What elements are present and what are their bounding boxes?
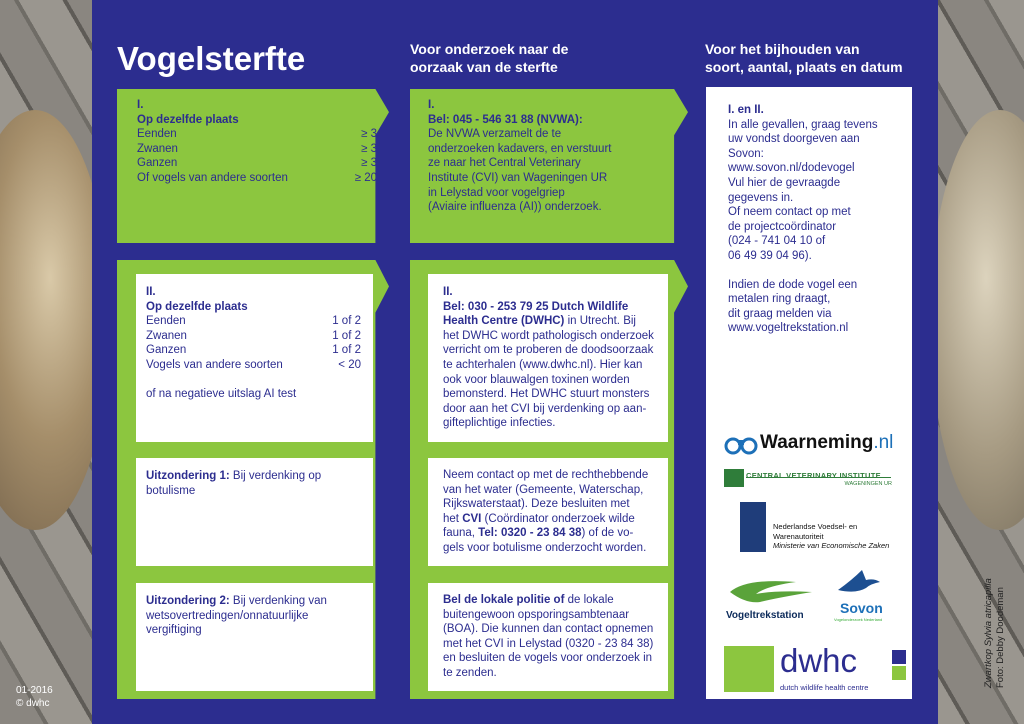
binoculars-icon [724, 432, 758, 456]
box9-content: Bel de lokale politie of de lokale buitengewoon opsporingsambtenaar (BOA). Die kunnen dan contact opnemen met het CVI in Lelystad (0320 - 23 84 38) en besluiten de vogels voor onderzoek in te zenden. [443, 594, 654, 679]
box2-content: I. Bel: 045 - 546 31 88 (NVWA): De NVWA verzamelt de te onderzoeken kadavers, en verstuurt ze naar het Central Veterinary Institute (CVI) van Wageningen UR in Lelystad voor vogelgriep (Aviaire influenza (AI)) onderzoek. [428, 98, 668, 215]
cvi-phone: Tel: 0320 - 23 84 38 [478, 527, 582, 540]
box4-row-ganzen: Ganzen 1 of 2 [146, 344, 361, 357]
photo-credit: Zwartkop Sylvia atricapilla Foto: Debby Doodeman [983, 578, 1006, 688]
crest-icon [740, 502, 766, 552]
box1-row-eenden: Eenden ≥ 3 [137, 128, 377, 141]
box4-row-eenden: Eenden 1 of 2 [146, 315, 361, 328]
box1-row-zwanen: Zwanen ≥ 3 [137, 142, 377, 155]
nvwa-phone: Bel: 045 - 546 31 88 (NVWA): [428, 113, 583, 126]
box1-row-ganzen: Ganzen ≥ 3 [137, 157, 377, 170]
column2-heading: Voor onderzoek naar de oorzaak van de sterfte [410, 41, 569, 75]
box8-content: Uitzondering 2: Bij verdenking van wetsovertredingen/onnatuurlijke vergiftiging [146, 595, 327, 637]
vogeltrekstation-logo: Vogeltrekstation [724, 576, 824, 626]
box6-content: Uitzondering 1: Bij verdenking op botulisme [146, 470, 322, 497]
box1-row-andere: Of vogels van andere soorten ≥ 20 [137, 171, 377, 184]
box4-row-zwanen: Zwanen 1 of 2 [146, 329, 361, 342]
waarneming-logo: Waarneming.nl [724, 430, 904, 460]
nvwa-logo: Nederlandse Voedsel- en Warenautoriteit Ministerie van Economische Zaken [740, 502, 910, 556]
hare-icon [724, 646, 774, 692]
footer-date: 01-2016 [16, 685, 53, 696]
wing-icon [726, 576, 818, 608]
footer [16, 684, 53, 710]
dwhc-logo: dwhc dutch wildlife health centre [724, 646, 910, 694]
box4-content: II. Op dezelfde plaats Eenden 1 of 2 Zwanen 1 of 2 Ganzen 1 of 2 Vogels van andere soorten < 20 of na negatieve uitslag AI test [146, 286, 361, 400]
cvi-logo: CENTRAL VETERINARY INSTITUTE WAGENINGEN UR [724, 469, 894, 491]
box3-content: I. en II. In alle gevallen, graag tevens uw vondst doorgeven aan Sovon: www.sovon.nl/dodevogel Vul hier de gevraagde gegevens in. Of neem contact op met de projectcoördinator (024 - 741 04 10 of 06 49 39 04 96). Indien de dode vogel een metalen ring draagt, dit graag melden via www.vogeltrekstation.nl [728, 103, 908, 336]
box5-content: II. Bel: 030 - 253 79 25 Dutch Wildlife Health Centre (DWHC) in Utrecht. Bij het DWHC wordt pathologisch onderzoek verricht om te proberen de doodsoorzaak te achterhalen (www.dwhc.nl). Hier kan ook voor blauwalgen toxinen worden bemonsterd. Het DWHC stuurt monsters door aan het CVI bij verdenking op aan- gifteplichtige infecties. [443, 285, 665, 431]
dwhc-phone: Bel: 030 - 253 79 25 Dutch Wildlife [443, 300, 629, 313]
sovon-link[interactable]: www.sovon.nl/dodevogel [728, 162, 855, 175]
box7-content: Neem contact op met de rechthebbende van het water (Gemeente, Waterschap, Rijkswaterstaat). Deze besluiten met het CVI (Coördinator onderzoek wilde fauna, Tel: 0320 - 23 84 38) of de vo- gels voor botulisme onderzocht worden. [443, 469, 649, 554]
swallow-icon [836, 566, 882, 600]
box1-content: I. Op dezelfde plaats Eenden ≥ 3 Zwanen ≥ 3 Ganzen ≥ 3 Of vogels van andere soorten ≥ 20 [137, 99, 377, 184]
sovon-logo: Sovon Vogelonderzoek Nederland [828, 566, 898, 626]
box4-row-andere: Vogels van andere soorten < 20 [146, 358, 361, 371]
column3-heading: Voor het bijhouden van soort, aantal, plaats en datum [705, 41, 903, 75]
vogeltrekstation-link[interactable]: www.vogeltrekstation.nl [728, 322, 849, 335]
footer-copyright: © dwhc [16, 698, 50, 709]
page-title: Vogelsterfte [117, 40, 306, 77]
